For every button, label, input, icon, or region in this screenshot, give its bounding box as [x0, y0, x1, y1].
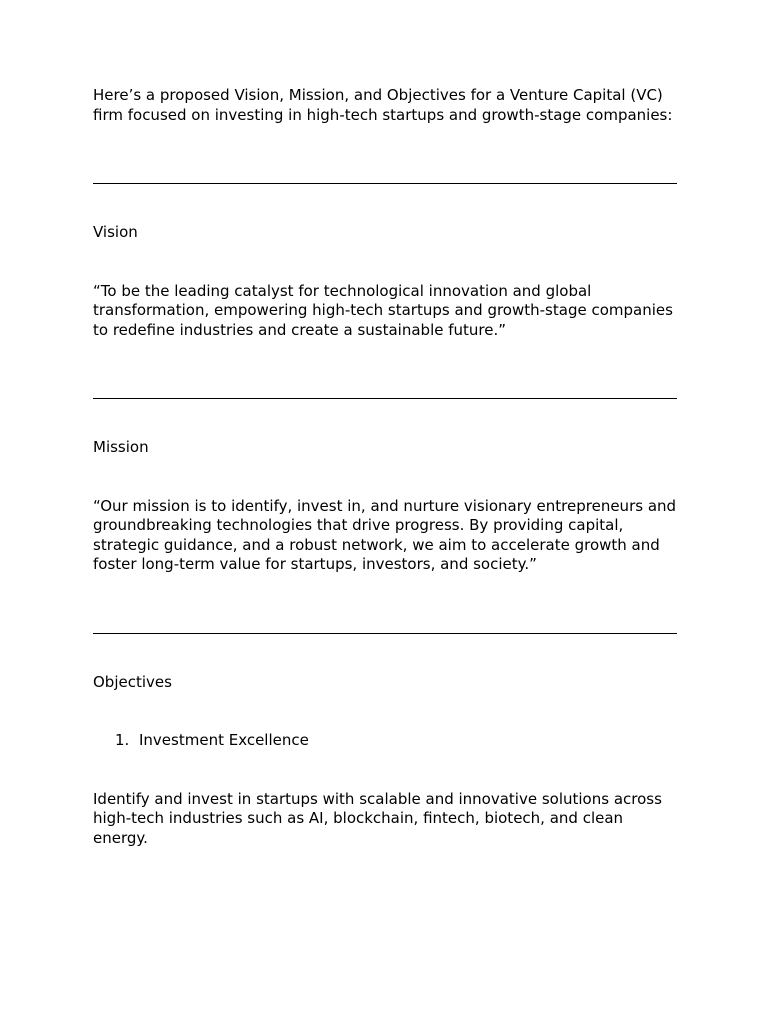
document-page — [93, 86, 677, 848]
section-divider — [93, 398, 677, 399]
mission-heading: Mission — [93, 438, 149, 456]
section-divider — [93, 633, 677, 634]
objective-title: Investment Excellence — [139, 731, 309, 749]
intro-paragraph: Here’s a proposed Vision, Mission, and Objectives for a Venture Capital (VC) firm focused on investing in high-tech startups and growth-stage companies: — [93, 86, 673, 124]
objective-list-item — [93, 731, 677, 751]
vision-statement: “To be the leading catalyst for technological innovation and global transformation, empowering high-tech startups and growth-stage companies to redefine industries and create a sustainable future.” — [93, 281, 673, 339]
objective-description: Identify and invest in startups with scalable and innovative solutions across high-tech industries such as AI, blockchain, fintech, biotech, and clean energy. — [93, 789, 662, 847]
objectives-heading: Objectives — [93, 672, 172, 691]
vision-heading: Vision — [93, 223, 138, 241]
section-divider — [93, 183, 677, 184]
list-number: 1. — [115, 731, 130, 749]
mission-statement: “Our mission is to identify, invest in, and nurture visionary entrepreneurs and groundbreaking technologies that drive progress. By providing capital, strategic guidance, and a robust network, we aim to accelerate growth and foster long-term value for startups, investors, and society.” — [93, 496, 677, 573]
